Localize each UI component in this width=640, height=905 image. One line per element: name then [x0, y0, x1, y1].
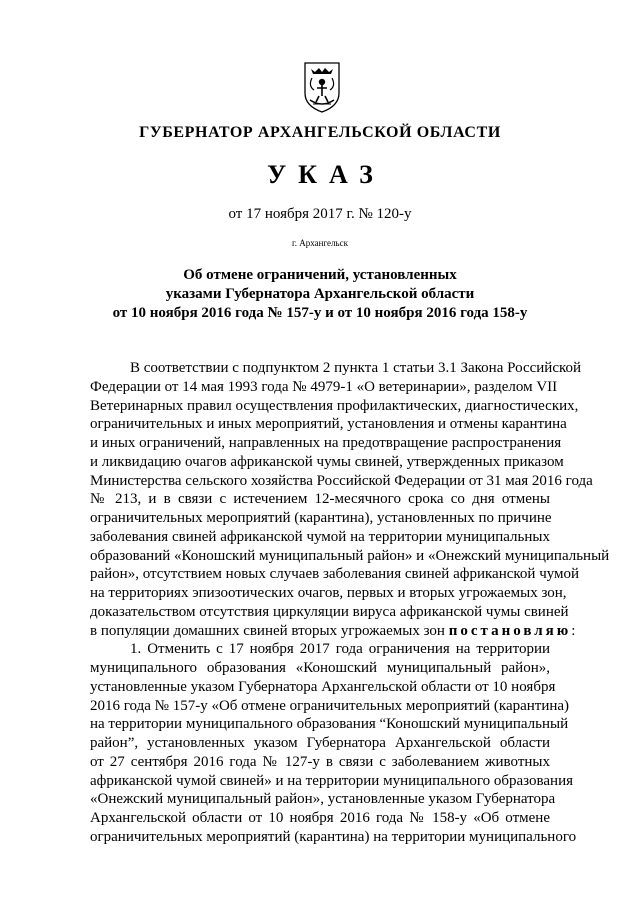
- preamble-line: и ликвидацию очагов африканской чумы свиней, утвержденных приказом: [90, 453, 564, 470]
- preamble-line: Федерации от 14 мая 1993 года № 4979-1 «О ветеринарии», разделом VII: [90, 378, 558, 395]
- preamble-line: Ветеринарных правил осуществления профилактических, диагностических,: [90, 397, 579, 414]
- decree-keyword: постановляю: [448, 622, 572, 639]
- preamble-line: ограничительных и иных мероприятий, установления и отмены карантина: [90, 416, 567, 433]
- item1-line: ограничительных мероприятий (карантина) на территории муниципального: [90, 828, 577, 845]
- item1-line: муниципального образования «Коношский муниципальный район»,: [90, 660, 550, 676]
- item1-line: африканской чумой свиней» и на территории муниципального образования: [90, 772, 573, 789]
- decree-title-line: указами Губернатора Архангельской области: [165, 286, 475, 302]
- decree-body: [90, 359, 610, 847]
- decree-title-line: от 10 ноября 2016 года № 157-у и от 10 ноября 2016 года 158-у: [112, 305, 528, 321]
- coat-of-arms-emblem: [302, 60, 342, 114]
- preamble-line: ограничительных мероприятий (карантина), установленных по причине: [90, 510, 552, 526]
- decree-city: г. Архангельск: [292, 238, 348, 248]
- item1-line: установленные указом Губернатора Архангельской области от 10 ноября: [90, 678, 556, 695]
- item1-line: район”, установленных указом Губернатора Архангельской области: [90, 735, 550, 751]
- item1-line: «Онежский муниципальный район», установленные указом Губернатора: [90, 791, 556, 808]
- item1-line: 2016 года № 157-у «Об отмене ограничительных мероприятий (карантина): [90, 697, 570, 714]
- preamble-line: район», отсутствием новых случаев заболевания свиней африканской чумой: [90, 566, 580, 583]
- decree-title: [90, 266, 550, 323]
- preamble-line: В соответствии с подпунктом 2 пункта 1 статьи 3.1 Закона Российской: [130, 360, 582, 376]
- decree-title-line: Об отмене ограничений, установленных: [183, 267, 457, 283]
- item1-line: Архангельской области от 10 ноября 2016 года № 158-у «Об отмене: [90, 810, 550, 826]
- preamble-line: доказательством отсутствия циркуляции вируса африканской чумы свиней: [90, 603, 569, 620]
- decree-colon: :: [571, 622, 576, 639]
- preamble-line: заболевания свиней африканской чумой на территории муниципальных: [90, 528, 550, 545]
- item1-line: на территории муниципального образования “Коношский муниципальный: [90, 716, 569, 733]
- preamble-line: Министерства сельского хозяйства Российской Федерации от 31 мая 2016 года: [90, 472, 593, 489]
- item1-line: от 27 сентября 2016 года № 127-у в связи с заболеванием животных: [90, 753, 550, 770]
- preamble-closing-line: [90, 622, 576, 641]
- decree-date-number: от 17 ноября 2017 г. № 120-у: [228, 206, 412, 222]
- preamble-line: на территориях эпизоотических очагов, первых и вторых угрожаемых зон,: [90, 585, 567, 601]
- preamble-line: № 213, и в связи с истечением 12-месячного срока со дня отмены: [90, 491, 550, 508]
- preamble-line: и иных ограничений, направленных на предотвращение распространения: [90, 435, 562, 451]
- decree-type-heading: УКАЗ: [267, 160, 385, 189]
- governor-heading: ГУБЕРНАТОР АРХАНГЕЛЬСКОЙ ОБЛАСТИ: [139, 124, 501, 141]
- preamble-line: в популяции домашних свиней вторых угрожаемых зон: [90, 622, 445, 639]
- item1-line: 1. Отменить с 17 ноября 2017 года ограничения на территории: [130, 641, 550, 658]
- preamble-line: образований «Коношский муниципальный район» и «Онежский муниципальный: [90, 547, 610, 564]
